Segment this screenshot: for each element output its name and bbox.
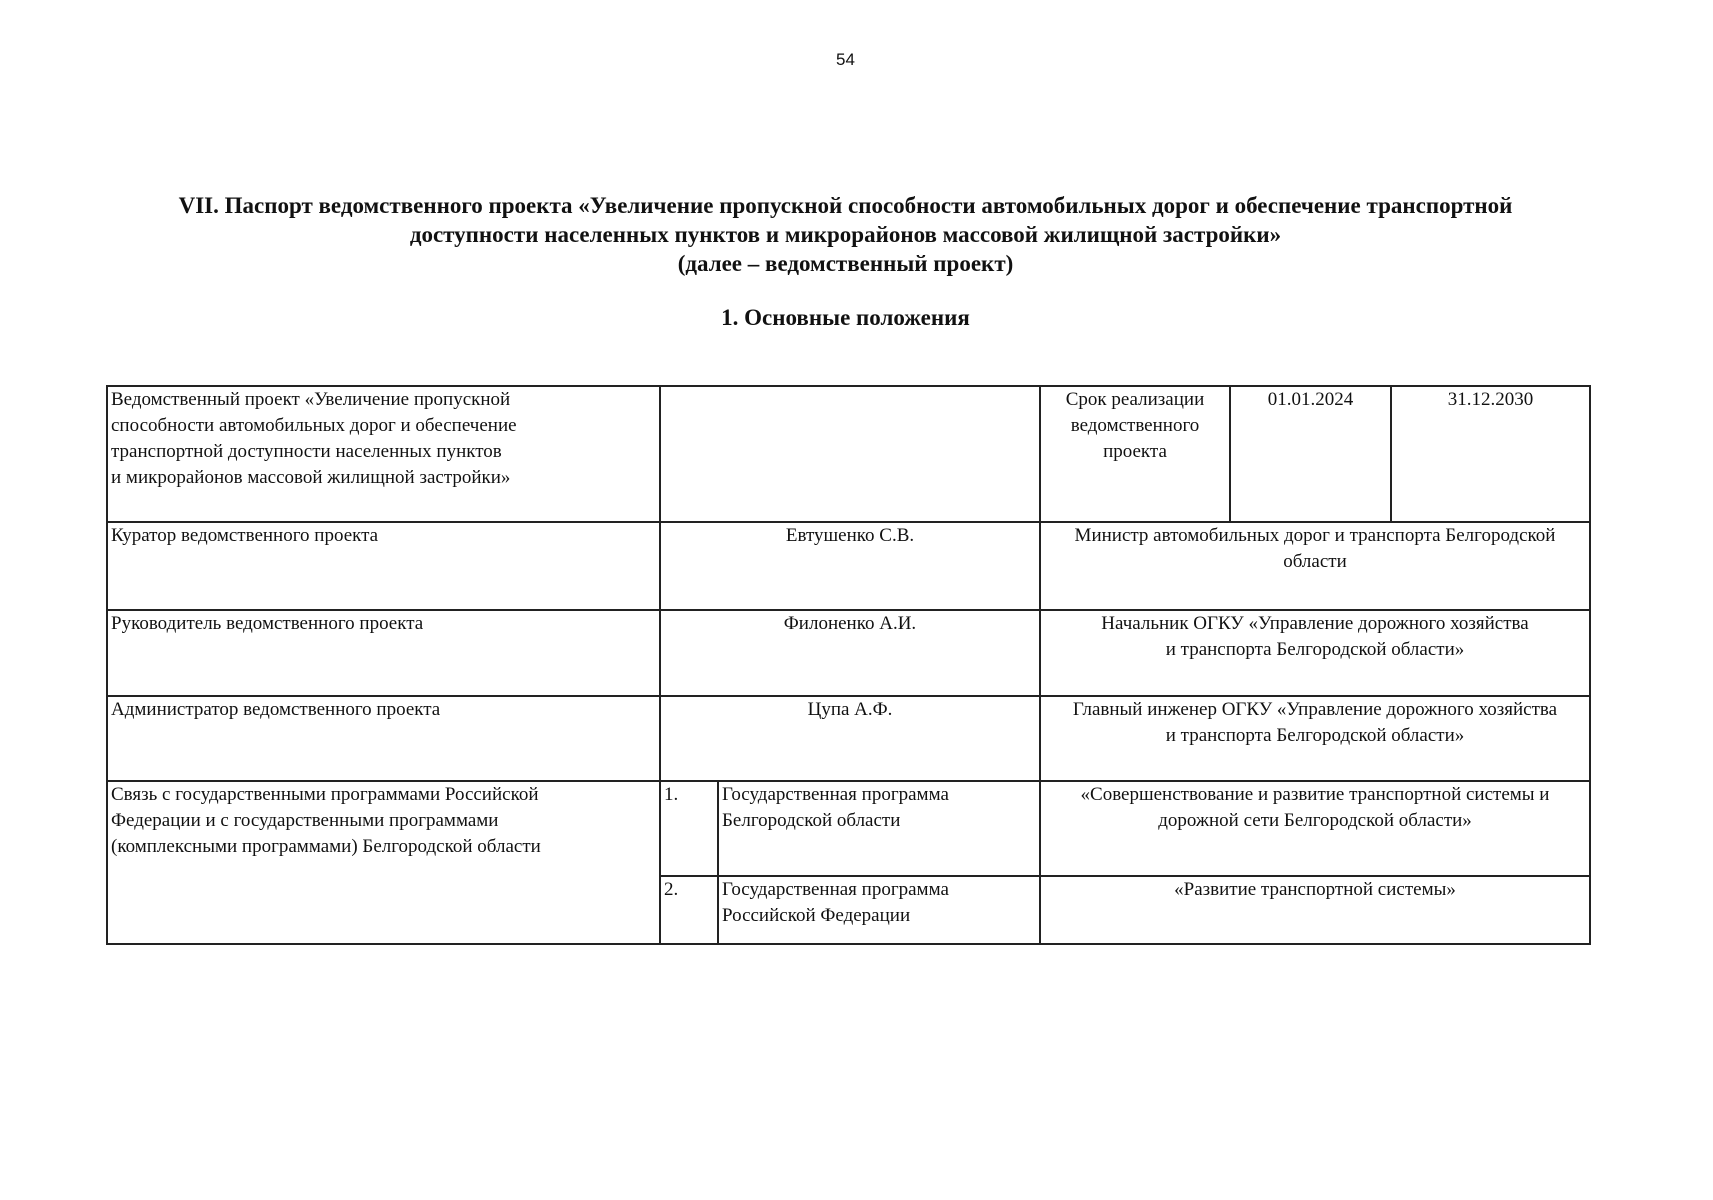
heading-line-1: VII. Паспорт ведомственного проекта «Увеличение пропускной способности автомобильных дорог и обеспечение транспортной — [178, 193, 1513, 218]
curator-position-cell: Министр автомобильных дорог и транспорта Белгородской области — [1040, 522, 1590, 610]
programs-label-cell: Связь с государственными программами Российской Федерации и с государственными программами (комплексными программами) Белгородской области — [107, 781, 660, 944]
administrator-label-cell: Администратор ведомственного проекта — [107, 696, 660, 781]
program-1-name-cell: «Совершенствование и развитие транспортной системы и дорожной сети Белгородской области» — [1040, 781, 1590, 876]
program-1-number-cell: 1. — [660, 781, 718, 876]
table-row-administrator — [107, 696, 1590, 781]
end-date-cell: 31.12.2030 — [1391, 386, 1590, 522]
table-row-project — [107, 386, 1590, 522]
section-title: 1. Основные положения — [721, 305, 970, 330]
page-number: 54 — [836, 50, 855, 69]
curator-label-cell: Куратор ведомственного проекта — [107, 522, 660, 610]
heading-line-3: (далее – ведомственный проект) — [677, 251, 1014, 276]
program-1-type-cell: Государственная программа Белгородской области — [718, 781, 1040, 876]
table-row-curator — [107, 522, 1590, 610]
head-label-cell: Руководитель ведомственного проекта — [107, 610, 660, 696]
start-date-cell: 01.01.2024 — [1230, 386, 1391, 522]
curator-name-cell: Евтушенко С.В. — [660, 522, 1040, 610]
head-name-cell: Филоненко А.И. — [660, 610, 1040, 696]
term-label-cell: Срок реализации ведомственного проекта — [1040, 386, 1230, 522]
program-2-number-cell: 2. — [660, 876, 718, 944]
administrator-position-cell: Главный инженер ОГКУ «Управление дорожного хозяйства и транспорта Белгородской области» — [1040, 696, 1590, 781]
table-row-head — [107, 610, 1590, 696]
passport-table — [106, 385, 1591, 945]
program-2-name-cell: «Развитие транспортной системы» — [1040, 876, 1590, 944]
project-value-cell — [660, 386, 1040, 522]
table-row-program-1 — [107, 781, 1590, 876]
head-position-cell: Начальник ОГКУ «Управление дорожного хозяйства и транспорта Белгородской области» — [1040, 610, 1590, 696]
page-heading — [100, 191, 1591, 278]
heading-line-2: доступности населенных пунктов и микрорайонов массовой жилищной застройки» — [409, 222, 1282, 247]
program-2-type-cell: Государственная программа Российской Федерации — [718, 876, 1040, 944]
project-name-cell: Ведомственный проект «Увеличение пропускной способности автомобильных дорог и обеспечение транспортной доступности населенных пунктов и микрорайонов массовой жилищной застройки» — [107, 386, 660, 522]
administrator-name-cell: Цупа А.Ф. — [660, 696, 1040, 781]
